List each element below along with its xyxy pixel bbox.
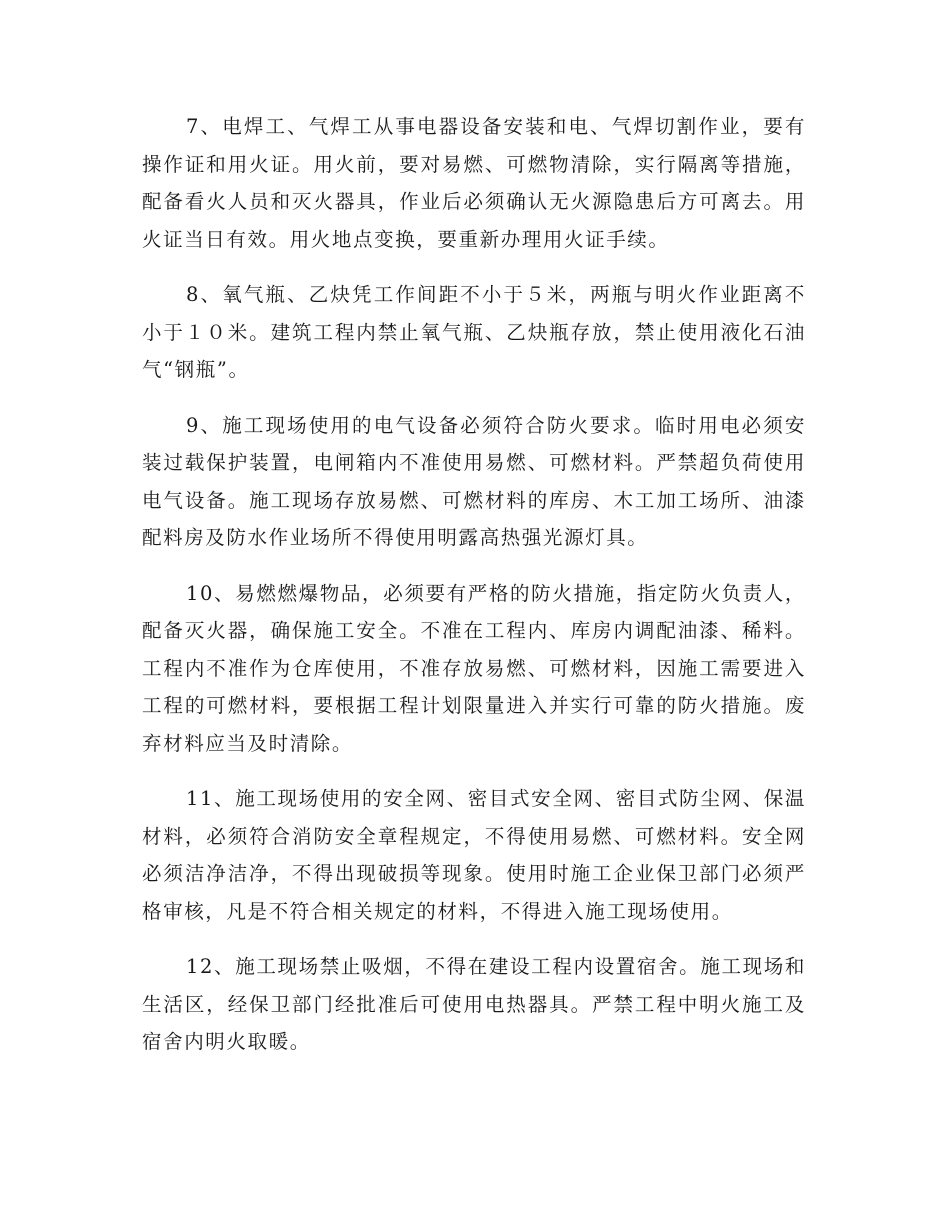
paragraph-10: 10、易燃燃爆物品，必须要有严格的防火措施，指定防火负责人，配备灭火器，确保施工安全。不准在工程内、库房内调配油漆、稀料。工程内不准作为仓库使用，不准存放易燃、可燃材料，因施工需要进入工程的可燃材料，要根据工程计划限量进入并实行可靠的防火措施。废弃材料应当及时清除。: [142, 581, 806, 755]
paragraph-8: 8、氧气瓶、乙炔凭工作间距不小于５米，两瓶与明火作业距离不小于１０米。建筑工程内禁止氧气瓶、乙炔瓶存放，禁止使用液化石油气“钢瓶”。: [142, 283, 806, 381]
paragraph-11: 11、施工现场使用的安全网、密目式安全网、密目式防尘网、保温材料，必须符合消防安全章程规定，不得使用易燃、可燃材料。安全网必须洁净洁净，不得出现破损等现象。使用时施工企业保卫部门必须严格审核，凡是不符合相关规定的材料，不得进入施工现场使用。: [142, 787, 806, 923]
paragraph-12: 12、施工现场禁止吸烟，不得在建设工程内设置宿舍。施工现场和生活区，经保卫部门经批准后可使用电热器具。严禁工程中明火施工及宿舍内明火取暖。: [142, 955, 806, 1053]
document-body: [142, 108, 806, 1079]
paragraph-9: 9、施工现场使用的电气设备必须符合防火要求。临时用电必须安装过载保护装置，电闸箱内不准使用易燃、可燃材料。严禁超负荷使用电气设备。施工现场存放易燃、可燃材料的库房、木工加工场所、油漆配料房及防水作业场所不得使用明露高热强光源灯具。: [142, 413, 806, 549]
paragraph-7: 7、电焊工、气焊工从事电器设备安装和电、气焊切割作业，要有操作证和用火证。用火前，要对易燃、可燃物清除，实行隔离等措施，配备看火人员和灭火器具，作业后必须确认无火源隐患后方可离去。用火证当日有效。用火地点变换，要重新办理用火证手续。: [142, 115, 806, 251]
